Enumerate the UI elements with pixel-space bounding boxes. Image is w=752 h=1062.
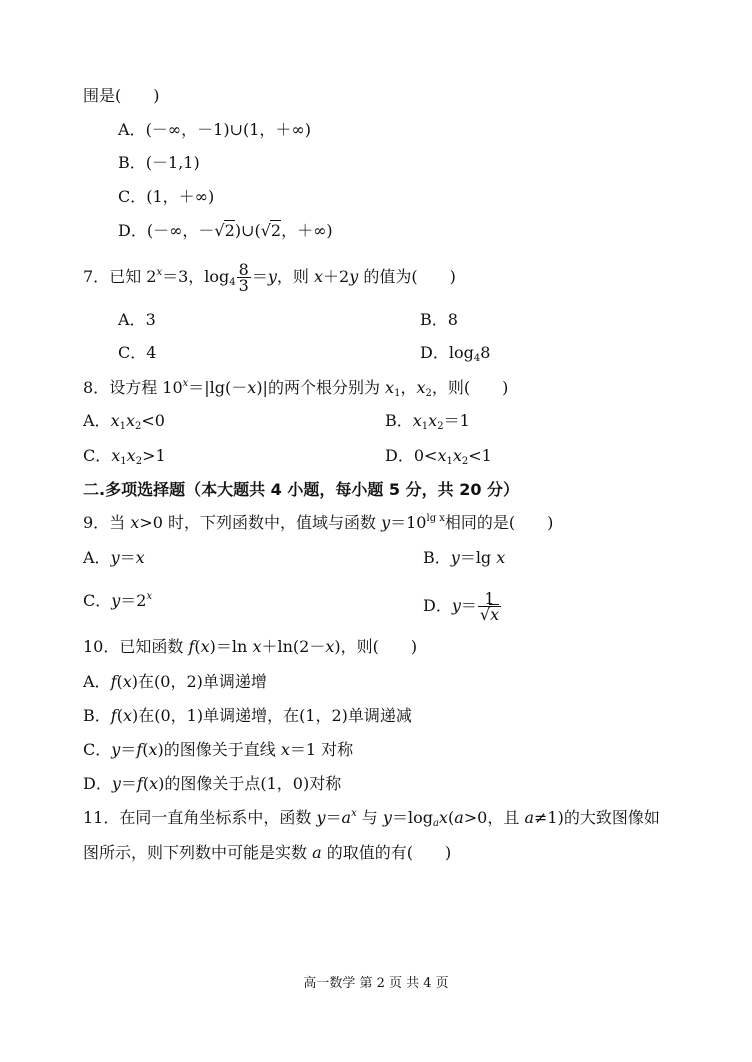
q9-option-a: A．y＝x bbox=[83, 548, 145, 567]
q9-option-b: B．y＝lg x bbox=[423, 548, 506, 567]
q7-fraction: $\frac{8}{3}$ bbox=[238, 260, 249, 295]
q6-option-b: B．(－1,1) bbox=[118, 153, 200, 172]
q8-option-b: B．$x_1x_2=1$ bbox=[385, 411, 470, 432]
q9-option-d: D．y＝ $\frac{1}{√x}$ bbox=[423, 589, 500, 624]
q10-option-b: B．f(x)在(0，1)单调递增，在(1，2)单调递减 bbox=[83, 706, 412, 725]
q7-stem: 7．已知 $2^x=3$，$\log_4$ $\frac{8}{3}$ ＝y，则 x＋2y 的值为( ) bbox=[83, 260, 456, 295]
q8-option-a: A．$x_1x_2<0$ bbox=[83, 411, 165, 432]
q8-stem: 8．设方程 $10^x=|\lg(-x)|$的两个根分别为 $x_1$，$x_2$，则( ) bbox=[83, 378, 509, 399]
q10-stem: 10．已知函数 f(x)＝ln x＋ln(2－x)，则( ) bbox=[83, 637, 418, 656]
q9-stem: 9．当 x>0 时，下列函数中，值域与函数 $y=10^{lg x}$相同的是( ) bbox=[83, 513, 554, 532]
q6-option-d: D．(－∞，－√2)∪(√2，＋∞) bbox=[118, 221, 333, 240]
q10-option-c: C．y＝f(x)的图像关于直线 x＝1 对称 bbox=[83, 740, 354, 759]
q9-option-c: C．$y=2^x$ bbox=[83, 591, 153, 610]
q6-stem-end: 围是( ) bbox=[83, 86, 160, 105]
q10-option-a: A．f(x)在(0，2)单调递增 bbox=[83, 672, 267, 691]
q11-stem-line2: 图所示，则下列数中可能是实数 a 的取值的有( ) bbox=[83, 843, 452, 862]
q9-d-fraction: $\frac{1}{√x}$ bbox=[479, 589, 500, 624]
q8-option-c: C．$x_1x_2>1$ bbox=[83, 446, 166, 467]
q7-option-c: C．4 bbox=[118, 343, 157, 362]
q7-option-d: D．$\log_48$ bbox=[420, 343, 491, 364]
q7-option-b: B．8 bbox=[420, 310, 458, 329]
q6-option-c: C．(1，＋∞) bbox=[118, 187, 215, 206]
q7-option-a: A．3 bbox=[118, 310, 156, 329]
q8-option-d: D．$0<x_1x_2<1$ bbox=[385, 446, 492, 467]
section-heading: 二.多项选择题（本大题共 4 小题，每小题 5 分，共 20 分） bbox=[83, 480, 520, 499]
page-footer: 高一数学 第 2 页 共 4 页 bbox=[303, 976, 449, 991]
q11-stem-line1: 11．在同一直角坐标系中，函数 $y=a^x$ 与 $y=\log_ax(a>0$，且 a≠1)的大致图像如 bbox=[83, 808, 660, 829]
q10-option-d: D．y＝f(x)的图像关于点(1，0)对称 bbox=[83, 774, 342, 793]
q6-option-a: A．(－∞，－1)∪(1，＋∞) bbox=[118, 120, 311, 139]
